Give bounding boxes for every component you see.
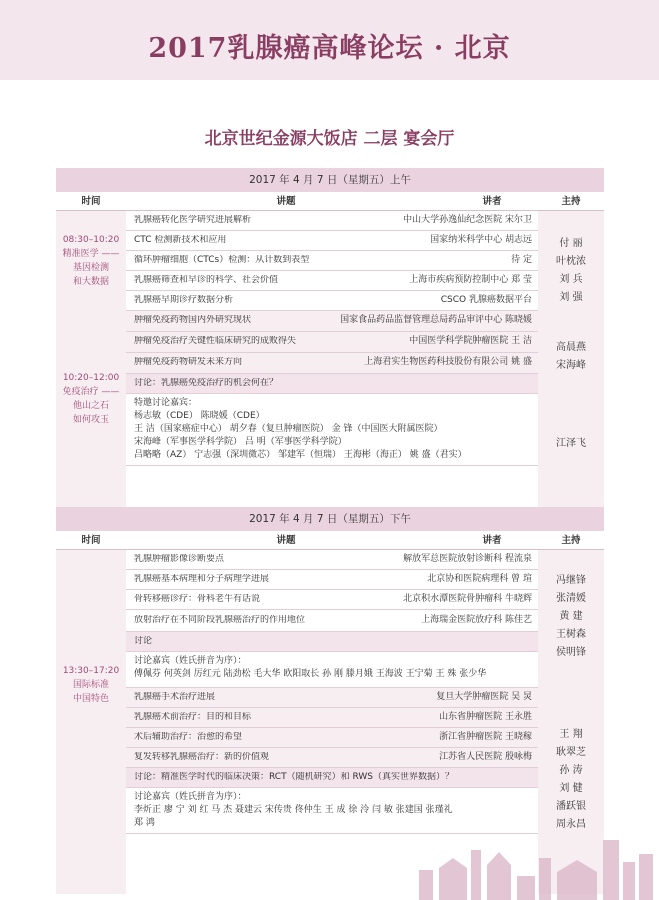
talk-row <box>126 353 538 374</box>
slot2-theme-1: 免疫治疗 —— <box>62 387 120 397</box>
col-speaker: 讲者 <box>482 535 502 546</box>
chair-name: 刘 兵 <box>559 274 583 285</box>
talk-speaker: 上海市疾病预防控制中心 郑 莹 <box>409 274 532 285</box>
morning-talks <box>126 211 538 517</box>
guest-line: 特邀讨论嘉宾： <box>134 398 198 408</box>
slot2-chairs <box>538 339 604 375</box>
chair-name: 宋海峰 <box>556 360 586 371</box>
talk-speaker: 上海君实生物医药科技股份有限公司 姚 盛 <box>364 357 532 368</box>
morning-time-column <box>56 211 126 517</box>
discussion-topic: 讨论 <box>134 635 153 646</box>
slot1-theme-3: 和大数据 <box>72 277 109 287</box>
afternoon-time: 13:30–17:20 <box>62 666 120 676</box>
talk-topic: 乳腺癌转化医学研究进展解析 <box>134 214 252 225</box>
talk-row <box>126 570 538 590</box>
chair-name: 潘跃银 <box>556 801 586 812</box>
col-time: 时间 <box>81 196 101 207</box>
talk-topic: 乳腺癌早期诊疗数据分析 <box>134 294 234 305</box>
talk-speaker: 国家纳米科学中心 胡志远 <box>430 234 532 245</box>
discussion-row <box>126 374 538 394</box>
morning-column-header <box>56 192 604 211</box>
discussion-chair <box>538 435 604 453</box>
chair-name: 孙 涛 <box>559 765 583 776</box>
talk-row <box>126 211 538 231</box>
venue-subtitle: 北京世纪金源大饭店 二层 宴会厅 <box>204 129 455 149</box>
afternoon-date-bar: 2017 年 4 月 7 日（星期五）下午 <box>56 507 604 531</box>
talk-speaker: 待 定 <box>511 254 532 265</box>
chair-name: 张清媛 <box>556 593 586 604</box>
col-chair: 主持 <box>561 196 581 207</box>
talk-topic: 复发转移乳腺癌治疗：新的价值观 <box>134 751 270 762</box>
talk-topic: 肿瘤免疫药物国内外研究现状 <box>134 315 252 326</box>
talk-speaker: 中山大学孙逸仙纪念医院 宋尔卫 <box>403 214 532 225</box>
discussion-topic: 讨论：精准医学时代的临床决策：RCT（随机研究）和 RWS（真实世界数据）？ <box>134 771 454 782</box>
talk-speaker: 北京积水潭医院骨肿瘤科 牛晓辉 <box>403 593 532 604</box>
talk-topic: 术后辅助治疗：治愈的希望 <box>134 731 243 742</box>
talk-row <box>126 550 538 570</box>
chair-name: 侯明锋 <box>556 647 586 658</box>
talk-topic: 乳腺癌基本病理和分子病理学进展 <box>134 573 270 584</box>
talk-topic: 乳腺肿瘤影像诊断要点 <box>134 553 225 564</box>
slot2-theme-2: 他山之石 <box>72 401 109 411</box>
col-time: 时间 <box>81 535 101 546</box>
chair-name: 周永昌 <box>556 819 586 830</box>
talk-row <box>126 231 538 251</box>
morning-chair-column <box>538 211 604 517</box>
discussion-row <box>126 768 538 788</box>
slot1-theme-1: 精准医学 —— <box>62 249 120 259</box>
talk-row <box>126 271 538 291</box>
guest-line: 吕略略（AZ） 宁志强（深圳微芯） 邹建军（恒瑞） 王海彬（海正） 姚 盛（君实） <box>134 450 467 460</box>
talk-speaker: 山东省肿瘤医院 王永胜 <box>439 711 532 722</box>
talk-speaker: 国家食品药品监督管理总局药品审评中心 陈晓媛 <box>340 315 532 326</box>
talk-row <box>126 610 538 632</box>
afternoon-column-header <box>56 531 604 550</box>
col-chair: 主持 <box>561 535 581 546</box>
morning-session <box>56 168 604 517</box>
guest-line: 郑 鸿 <box>134 818 155 828</box>
morning-body <box>56 211 604 517</box>
guest-line: 李炘正 廖 宁 刘 红 马 杰 聂建云 宋传贵 佟仲生 王 成 徐 泠 闫 敏 张建国 张瑾礼 <box>134 805 453 815</box>
talk-topic: 乳腺癌筛查和早诊的科学、社会价值 <box>134 274 279 285</box>
slot1-time: 08:30–10:20 <box>62 235 120 245</box>
talk-topic: 肿瘤免疫药物研发未来方向 <box>134 357 243 368</box>
slot1-time-block <box>56 233 126 289</box>
talk-topic: 放射治疗在不同阶段乳腺癌治疗的作用地位 <box>134 614 306 625</box>
guest-line: 杨志敏（CDE） 陈晓媛（CDE） <box>134 411 265 421</box>
page-title: 2017乳腺癌高峰论坛 · 北京 <box>148 33 511 64</box>
guest-line: 王 洁（国家癌症中心） 胡夕春（复旦肿瘤医院） 金 锋（中国医大附属医院） <box>134 424 443 434</box>
talk-row <box>126 251 538 271</box>
col-topic: 讲题 <box>276 196 296 207</box>
col-topic: 讲题 <box>276 535 296 546</box>
chair-name: 冯继锋 <box>556 575 586 586</box>
talk-row <box>126 728 538 748</box>
talk-topic: 乳腺癌手术治疗进展 <box>134 691 216 702</box>
chair-name: 刘 强 <box>559 292 583 303</box>
talk-row <box>126 311 538 332</box>
col-speaker: 讲者 <box>482 196 502 207</box>
afternoon-theme-1: 国际标准 <box>72 680 109 690</box>
afternoon-chairs-a <box>538 572 604 662</box>
slot2-theme-3: 如何攻玉 <box>72 415 109 425</box>
chair-name: 付 丽 <box>559 238 583 249</box>
guest-line: 讨论嘉宾（姓氏拼音为序）： <box>134 792 247 802</box>
guest-list <box>126 394 538 466</box>
afternoon-time-block <box>56 664 126 706</box>
talk-speaker: 中国医学科学院肿瘤医院 王 洁 <box>409 336 532 347</box>
slot1-theme-2: 基因检测 <box>72 263 109 273</box>
talk-topic: 骨转移癌诊疗：骨科老牛有话说 <box>134 593 261 604</box>
talk-topic: 肿瘤免疫治疗关键性临床研究的成败得失 <box>134 336 297 347</box>
guest-list <box>126 652 538 688</box>
talk-topic: 循环肿瘤细胞（CTCs）检测：从计数到表型 <box>134 254 310 265</box>
chair-name: 高晨燕 <box>556 342 586 353</box>
morning-date-bar: 2017 年 4 月 7 日（星期五）上午 <box>56 168 604 192</box>
chair-name: 耿翠芝 <box>556 747 586 758</box>
talk-row <box>126 688 538 708</box>
guest-line: 宋海峰（军事医学科学院） 吕 明（军事医学科学院） <box>134 437 347 447</box>
talk-speaker: 上海瑞金医院放疗科 陈佳艺 <box>421 614 532 625</box>
slot2-time-block <box>56 371 126 427</box>
slot1-chairs <box>538 235 604 307</box>
talk-row <box>126 332 538 353</box>
talk-topic: CTC 检测新技术和应用 <box>134 234 227 245</box>
chair-name: 黄 建 <box>559 611 583 622</box>
slot2-time: 10:20–12:00 <box>62 373 120 383</box>
talk-speaker: 复旦大学肿瘤医院 吴 炅 <box>436 691 532 702</box>
guest-line: 傅佩芬 何英剑 厉红元 陆劲松 毛大华 欧阳取长 孙 刚 滕月娥 王海波 王宁菊 王 殊 张少华 <box>134 669 487 679</box>
talk-row <box>126 708 538 728</box>
skyline-decoration <box>409 810 659 900</box>
chair-name: 江泽飞 <box>556 438 586 449</box>
talk-row <box>126 291 538 311</box>
discussion-topic: 讨论：乳腺癌免疫治疗的机会何在？ <box>134 377 279 388</box>
chair-name: 王 翔 <box>559 729 583 740</box>
talk-speaker: CSCO 乳腺癌数据平台 <box>440 294 532 305</box>
afternoon-theme-2: 中国特色 <box>72 694 109 704</box>
talk-speaker: 北京协和医院病理科 曾 瑄 <box>427 573 532 584</box>
chair-name: 刘 健 <box>559 783 583 794</box>
guest-line: 讨论嘉宾（姓氏拼音为序）： <box>134 656 247 666</box>
discussion-row <box>126 632 538 652</box>
talk-speaker: 江苏省人民医院 殷咏梅 <box>439 751 532 762</box>
talk-speaker: 解放军总医院放射诊断科 程流泉 <box>403 553 532 564</box>
chair-name: 王树森 <box>556 629 586 640</box>
talk-speaker: 浙江省肿瘤医院 王晓稼 <box>439 731 532 742</box>
talk-topic: 乳腺癌术前治疗：目的和目标 <box>134 711 252 722</box>
talk-row <box>126 590 538 610</box>
afternoon-time-column <box>56 550 126 894</box>
talk-row <box>126 748 538 768</box>
chair-name: 叶枕浓 <box>556 256 586 267</box>
